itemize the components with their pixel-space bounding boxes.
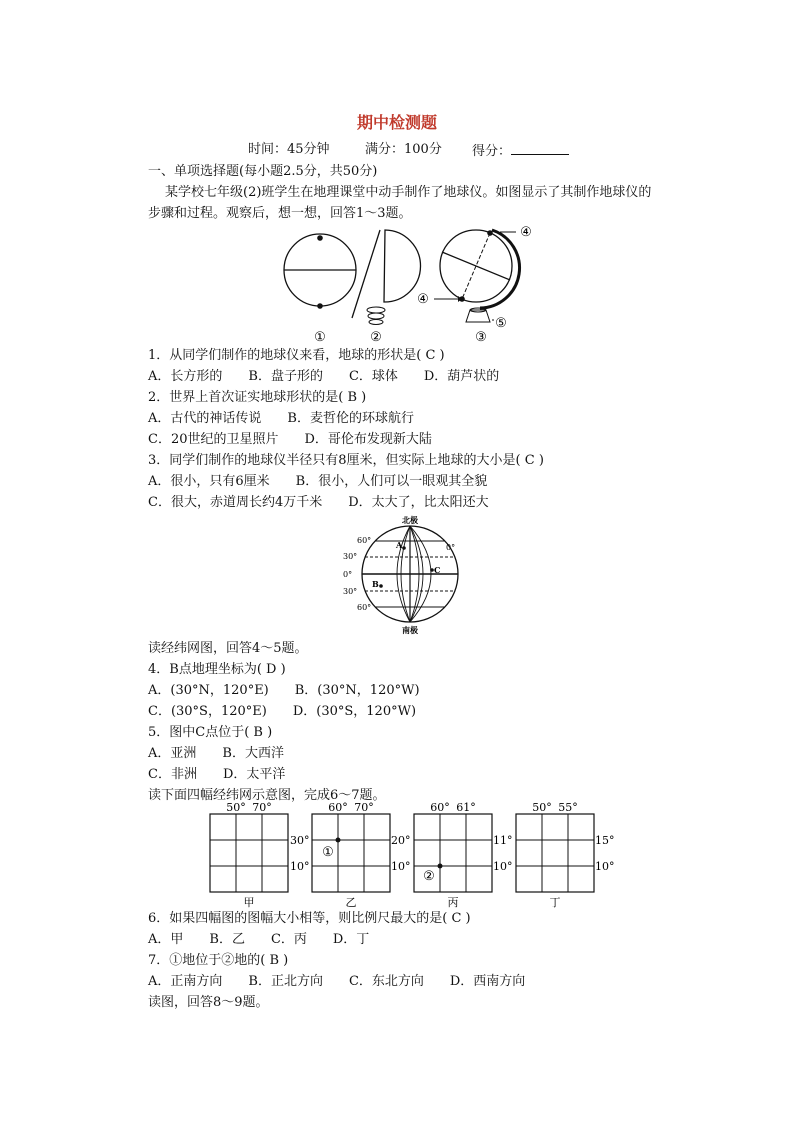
question-2: 2．世界上首次证实地球形状的是( B ) — [148, 390, 367, 405]
south-pole-label: 南极 — [402, 625, 418, 635]
point-a-label: A — [396, 540, 403, 550]
score-label: 得分： — [472, 144, 512, 159]
jia-top-2: 70° — [252, 801, 272, 814]
lat-label-60n: 60° — [357, 536, 372, 545]
intro-line-1: 某学校七年级(2)班学生在地理课堂中动手制作了地球仪。如图显示了其制作地球仪的 — [165, 185, 652, 200]
read-instruction-4: 读图，回答8～9题。 — [148, 995, 269, 1010]
section-heading: 一、单项选择题(每小题2.5分，共50分) — [148, 164, 378, 179]
question-5-options-2: C．非洲 D．太平洋 — [148, 767, 286, 782]
question-6-options: A．甲 B．乙 C．丙 D．丁 — [148, 932, 370, 947]
score-blank[interactable] — [511, 142, 569, 155]
ding-right-1: 15° — [595, 834, 615, 847]
lat-label-60s: 60° — [357, 603, 372, 612]
yi-right-1: 20° — [391, 834, 411, 847]
ding-label: 丁 — [549, 896, 561, 909]
fig1-label-3: ③ — [475, 330, 487, 344]
bing-right-1: 11° — [493, 834, 513, 847]
ding-right-2: 10° — [595, 860, 615, 873]
question-3-options-1: A．很小，只有6厘米 B．很小，人们可以一眼观其全貌 — [148, 474, 488, 489]
graticule-figure — [340, 514, 464, 636]
question-4-options-2: C．(30°S，120°E) D．(30°S，120°W) — [148, 704, 417, 719]
globe-making-figure — [280, 222, 550, 344]
fig1-label-4-left: ④ — [417, 292, 429, 307]
fig1-label-2: ② — [370, 330, 382, 344]
question-2-options-1: A．古代的神话传说 B．麦哲伦的环球航行 — [148, 411, 414, 426]
point-c-label: C — [434, 565, 441, 575]
north-pole-label: 北极 — [402, 515, 418, 525]
question-3-options-2: C．很大，赤道周长约4万千米 D．太大了，比太阳还大 — [148, 495, 489, 510]
four-grids-figure — [200, 800, 630, 910]
read-instruction-3: 读下面四幅经纬网示意图，完成6～7题。 — [148, 788, 386, 803]
grid-bing — [414, 801, 513, 909]
question-7: 7．①地位于②地的( B ) — [148, 953, 289, 968]
bing-label: 丙 — [447, 896, 459, 909]
yi-right-2: 10° — [391, 860, 411, 873]
yi-label: 乙 — [345, 896, 357, 909]
exam-full-score: 满分：100分 — [365, 142, 442, 157]
fig1-label-5: ⑤ — [495, 316, 507, 331]
lat-label-30s: 30° — [343, 587, 358, 596]
fig1-label-4-top: ④ — [520, 225, 532, 240]
ding-top-1: 50° — [532, 801, 552, 814]
jia-top-1: 50° — [226, 801, 246, 814]
yi-top-1: 60° — [328, 801, 348, 814]
question-1: 1．从同学们制作的地球仪来看，地球的形状是( C ) — [148, 348, 445, 363]
intro-line-2: 步骤和过程。观察后，想一想，回答1～3题。 — [148, 206, 412, 221]
yi-top-2: 70° — [354, 801, 374, 814]
question-2-options-2: C．20世纪的卫星照片 D．哥伦布发现新大陆 — [148, 432, 432, 447]
page-title: 期中检测题 — [356, 113, 437, 132]
bing-top-2: 61° — [456, 801, 476, 814]
marker-1: ① — [322, 845, 334, 860]
lat-label-30n: 30° — [343, 552, 358, 561]
question-5-options-1: A．亚洲 B．大西洋 — [148, 746, 284, 761]
question-1-options: A．长方形的 B．盘子形的 C．球体 D．葫芦状的 — [148, 369, 500, 384]
marker-2: ② — [423, 869, 435, 884]
question-4-options-1: A．(30°N，120°E) B．(30°N，120°W) — [148, 683, 420, 698]
exam-time: 时间：45分钟 — [248, 142, 330, 157]
bing-right-2: 10° — [493, 860, 513, 873]
bing-top-1: 60° — [430, 801, 450, 814]
score-field[interactable] — [472, 142, 569, 160]
jia-right-1: 30° — [290, 834, 310, 847]
question-4: 4．B点地理坐标为( D ) — [148, 662, 286, 677]
grid-jia — [210, 801, 310, 909]
lon-label-0: 0° — [446, 543, 456, 552]
jia-right-2: 10° — [290, 860, 310, 873]
grid-yi — [312, 801, 411, 909]
point-b-label: B — [372, 579, 379, 589]
jia-label: 甲 — [243, 896, 255, 909]
question-5: 5．图中C点位于( B ) — [148, 725, 273, 740]
fig1-label-1: ① — [314, 330, 326, 344]
question-6: 6．如果四幅图的图幅大小相等，则比例尺最大的是( C ) — [148, 911, 471, 926]
grid-ding — [516, 801, 615, 909]
read-instruction-2: 读经纬网图，回答4～5题。 — [148, 641, 308, 656]
ding-top-2: 55° — [558, 801, 578, 814]
lat-label-0: 0° — [343, 570, 353, 579]
question-7-options: A．正南方向 B．正北方向 C．东北方向 D．西南方向 — [148, 974, 526, 989]
question-3: 3．同学们制作的地球仪半径只有8厘米，但实际上地球的大小是( C ) — [148, 453, 544, 468]
